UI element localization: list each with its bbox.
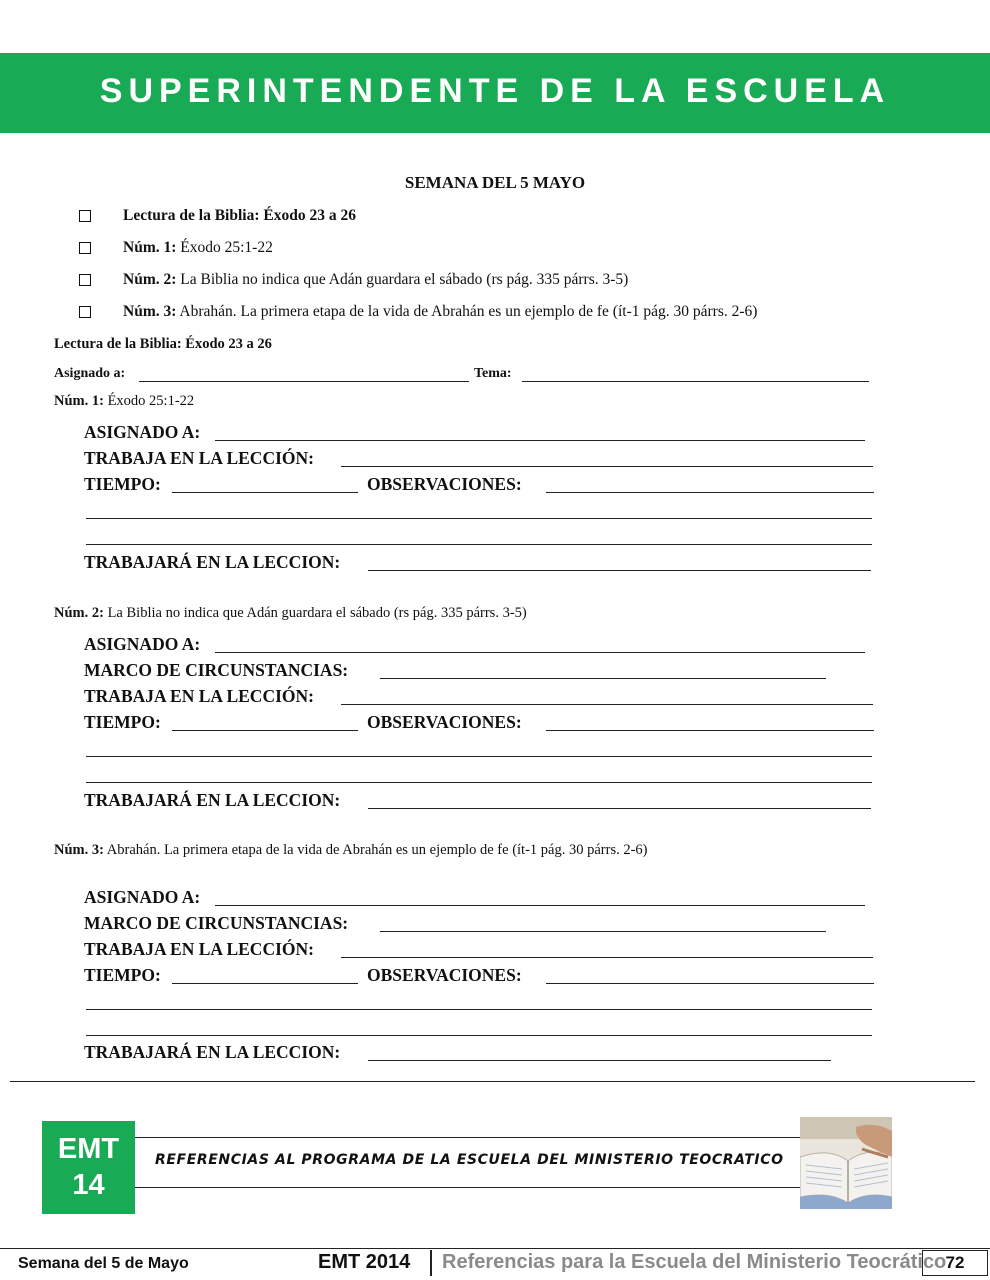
tiempo-line[interactable] (172, 492, 358, 493)
section-3-heading: Núm. 3: Abrahán. La primera etapa de la vida de Abrahán es un ejemplo de fe (ít-1 pág. 30 párrs. 2-6) (54, 842, 648, 858)
emt-badge-line2: 14 (72, 1169, 105, 1201)
references-bottom-rule (135, 1187, 800, 1188)
notes-line[interactable] (86, 1009, 872, 1010)
assigned-label: Asignado a: (54, 366, 126, 381)
asignado-label: ASIGNADO A: (84, 422, 201, 442)
trabaja-line[interactable] (341, 704, 873, 705)
section-divider (10, 1081, 975, 1082)
marco-label: MARCO DE CIRCUNSTANCIAS: (84, 660, 349, 680)
footer-rule (0, 1248, 990, 1249)
emt-badge (42, 1121, 135, 1214)
checkbox-icon[interactable] (79, 306, 91, 318)
notes-line[interactable] (86, 756, 872, 757)
trabajara-label: TRABAJARÁ EN LA LECCION: (84, 790, 341, 810)
references-banner: REFERENCIAS AL PROGRAMA DE LA ESCUELA DEL MINISTERIO TEOCRATICO (155, 1152, 784, 1168)
marco-label: MARCO DE CIRCUNSTANCIAS: (84, 913, 349, 933)
notes-line[interactable] (86, 518, 872, 519)
footer-emt: EMT 2014 (318, 1251, 411, 1273)
open-bible-photo (800, 1117, 892, 1209)
tiempo-label: TIEMPO: (84, 474, 161, 494)
trabajara-line[interactable] (368, 1060, 831, 1061)
references-top-rule (135, 1137, 800, 1138)
footer-reference: Referencias para la Escuela del Ministerio Teocrático (442, 1251, 947, 1273)
trabaja-line[interactable] (341, 957, 873, 958)
notes-line[interactable] (86, 782, 872, 783)
checklist-item-1: Núm. 1: Éxodo 25:1-22 (123, 239, 273, 256)
observaciones-label: OBSERVACIONES: (367, 965, 522, 985)
assigned-line[interactable] (139, 381, 469, 382)
checklist-item-reading: Lectura de la Biblia: Éxodo 23 a 26 (123, 207, 356, 224)
observaciones-line[interactable] (546, 983, 874, 984)
asignado-label: ASIGNADO A: (84, 634, 201, 654)
checklist-item-3: Núm. 3: Abrahán. La primera etapa de la vida de Abrahán es un ejemplo de fe (ít-1 pág. 30 párrs. 2-6) (123, 303, 758, 320)
tiempo-line[interactable] (172, 983, 358, 984)
theme-line[interactable] (522, 381, 869, 382)
footer-week: Semana del 5 de Mayo (18, 1255, 189, 1272)
trabajara-label: TRABAJARÁ EN LA LECCION: (84, 552, 341, 572)
observaciones-label: OBSERVACIONES: (367, 712, 522, 732)
observaciones-line[interactable] (546, 730, 874, 731)
trabaja-label: TRABAJA EN LA LECCIÓN: (84, 686, 314, 706)
asignado-line[interactable] (215, 652, 865, 653)
tiempo-line[interactable] (172, 730, 358, 731)
notes-line[interactable] (86, 1035, 872, 1036)
page-number: 72 (922, 1250, 988, 1276)
checkbox-icon[interactable] (79, 274, 91, 286)
observaciones-line[interactable] (546, 492, 874, 493)
notes-line[interactable] (86, 544, 872, 545)
asignado-label: ASIGNADO A: (84, 887, 201, 907)
reading-title: Lectura de la Biblia: Éxodo 23 a 26 (54, 336, 272, 352)
emt-badge-line1: EMT (57, 1133, 120, 1165)
trabaja-line[interactable] (341, 466, 873, 467)
trabaja-label: TRABAJA EN LA LECCIÓN: (84, 939, 314, 959)
open-bible-illustration (800, 1117, 892, 1209)
asignado-line[interactable] (215, 440, 865, 441)
theme-label: Tema: (474, 366, 512, 381)
trabajara-line[interactable] (368, 808, 871, 809)
tiempo-label: TIEMPO: (84, 965, 161, 985)
marco-line[interactable] (380, 931, 826, 932)
section-1-heading: Núm. 1: Éxodo 25:1-22 (54, 393, 195, 409)
trabajara-line[interactable] (368, 570, 871, 571)
page-title: SUPERINTENDENTE DE LA ESCUELA (99, 72, 891, 110)
week-heading: SEMANA DEL 5 MAYO (404, 173, 586, 192)
trabajara-label: TRABAJARÁ EN LA LECCION: (84, 1042, 341, 1062)
marco-line[interactable] (380, 678, 826, 679)
checkbox-icon[interactable] (79, 242, 91, 254)
observaciones-label: OBSERVACIONES: (367, 474, 522, 494)
checkbox-icon[interactable] (79, 210, 91, 222)
trabaja-label: TRABAJA EN LA LECCIÓN: (84, 448, 314, 468)
asignado-line[interactable] (215, 905, 865, 906)
footer-separator (430, 1250, 432, 1276)
tiempo-label: TIEMPO: (84, 712, 161, 732)
section-2-heading: Núm. 2: La Biblia no indica que Adán guardara el sábado (rs pág. 335 párrs. 3-5) (54, 605, 527, 621)
checklist-item-2: Núm. 2: La Biblia no indica que Adán guardara el sábado (rs pág. 335 párrs. 3-5) (123, 271, 629, 288)
